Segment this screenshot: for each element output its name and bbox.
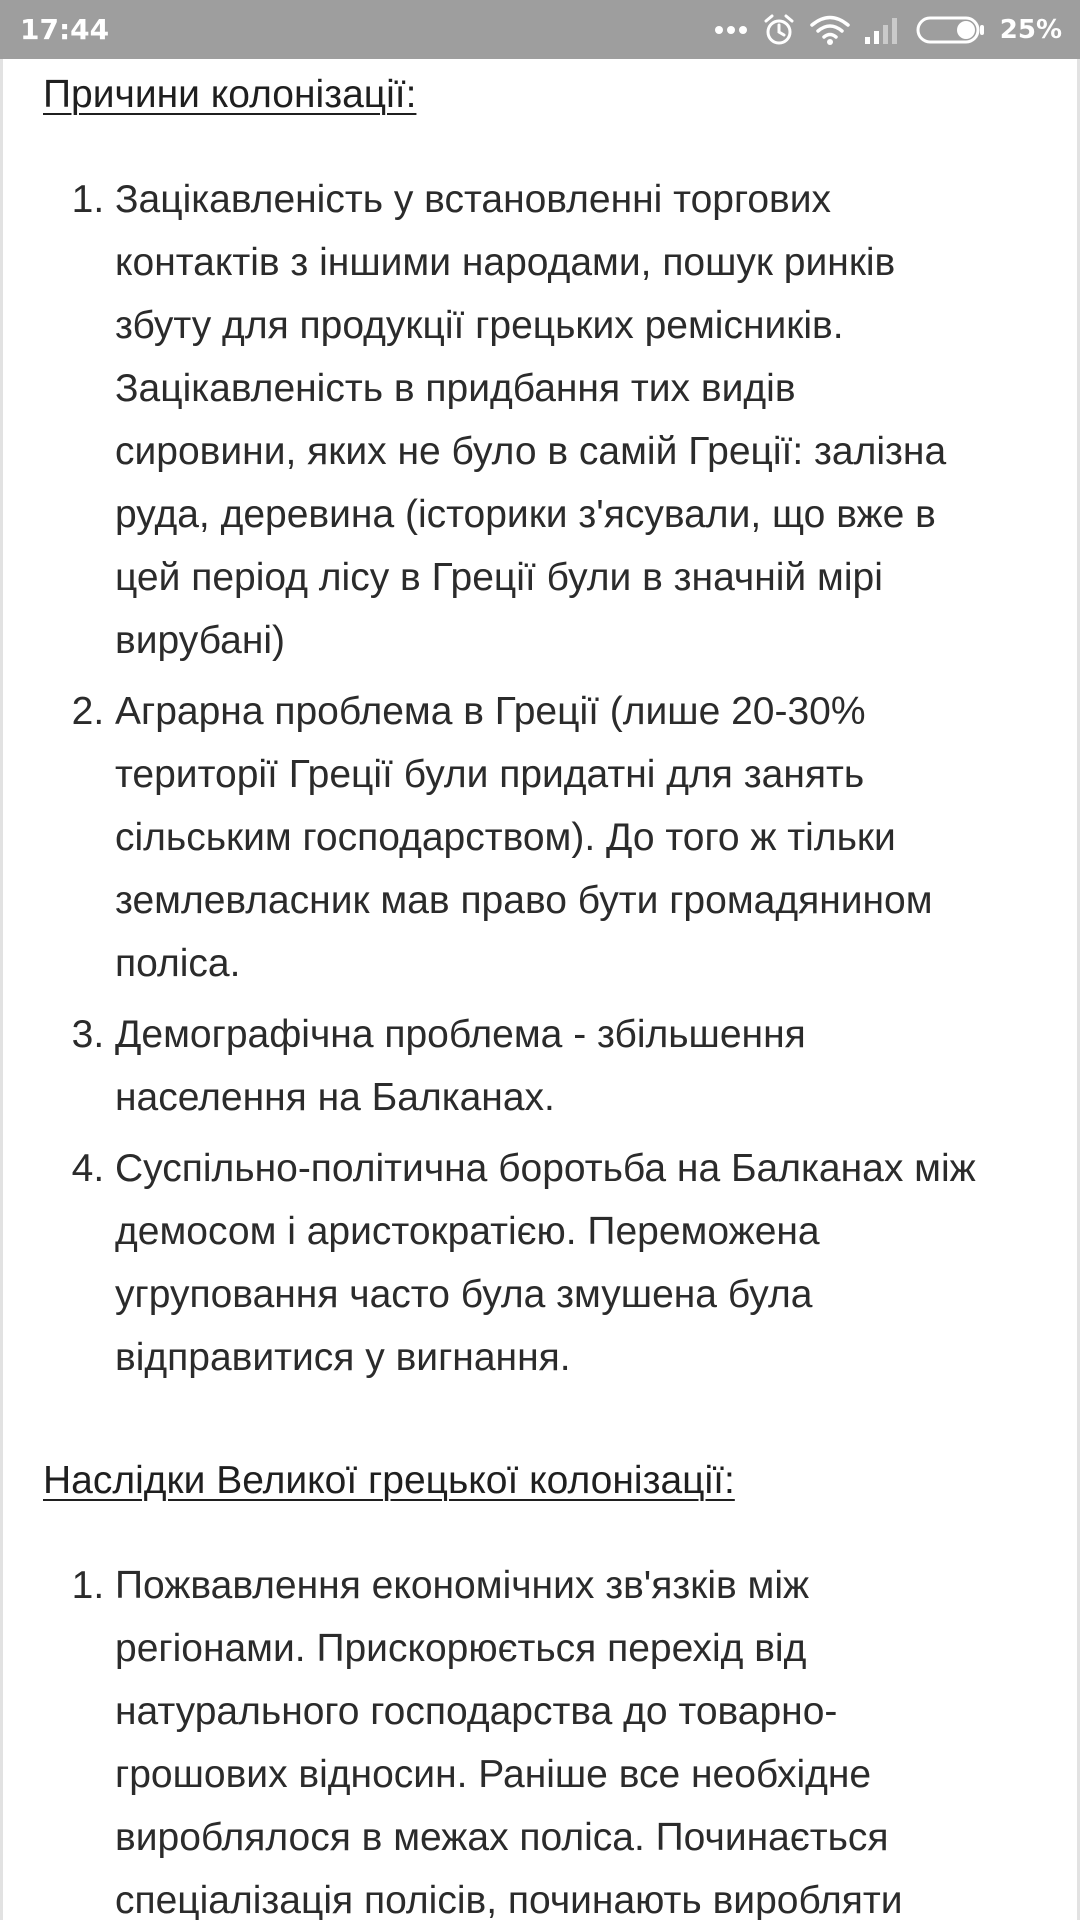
section-title-causes: Причини колонізації:	[43, 73, 417, 116]
section-title-consequences: Наслідки Великої грецької колонізації:	[43, 1459, 735, 1502]
article-content	[3, 63, 1077, 1920]
list-item: 1. Пожвавлення економічних зв'язків між регіонами. Прискорюється перехід від натурального господарства до товарно-грошових відносин. Раніше все необхідне вироблялося в межах поліса. Починається спеціалізація полісів, починають виробляти	[115, 1554, 983, 1920]
status-icons	[714, 13, 1062, 47]
status-bar	[0, 0, 1080, 59]
signal-bars-icon	[864, 15, 902, 45]
more-dots-icon	[714, 25, 748, 35]
battery-icon	[916, 15, 986, 45]
consequences-list	[43, 1554, 983, 1920]
list-item: 4. Суспільно-політична боротьба на Балканах між демосом і аристократією. Переможена угруповання часто була змушена була відправитися у вигнання.	[115, 1137, 983, 1389]
causes-list	[43, 168, 983, 1389]
list-item: 3. Демографічна проблема - збільшення населення на Балканах.	[115, 1003, 983, 1129]
battery-percent: 25%	[999, 14, 1062, 45]
list-item: 2. Аграрна проблема в Греції (лише 20-30% території Греції були придатні для занять сільським господарством). До того ж тільки землевласник мав право бути громадянином поліса.	[115, 680, 983, 995]
alarm-clock-icon	[762, 13, 796, 47]
article-page[interactable]	[0, 59, 1080, 1920]
status-time: 17:44	[20, 13, 110, 46]
wifi-icon	[810, 14, 850, 46]
list-item: 1. Зацікавленість у встановленні торгових контактів з іншими народами, пошук ринків збуту для продукції грецьких ремісників. Зацікавленість в придбання тих видів сировини, яких не було в самій Греції: залізна руда, деревина (історики з'ясували, що вже в цей період лісу в Греції були в значній мірі вирубані)	[115, 168, 983, 672]
